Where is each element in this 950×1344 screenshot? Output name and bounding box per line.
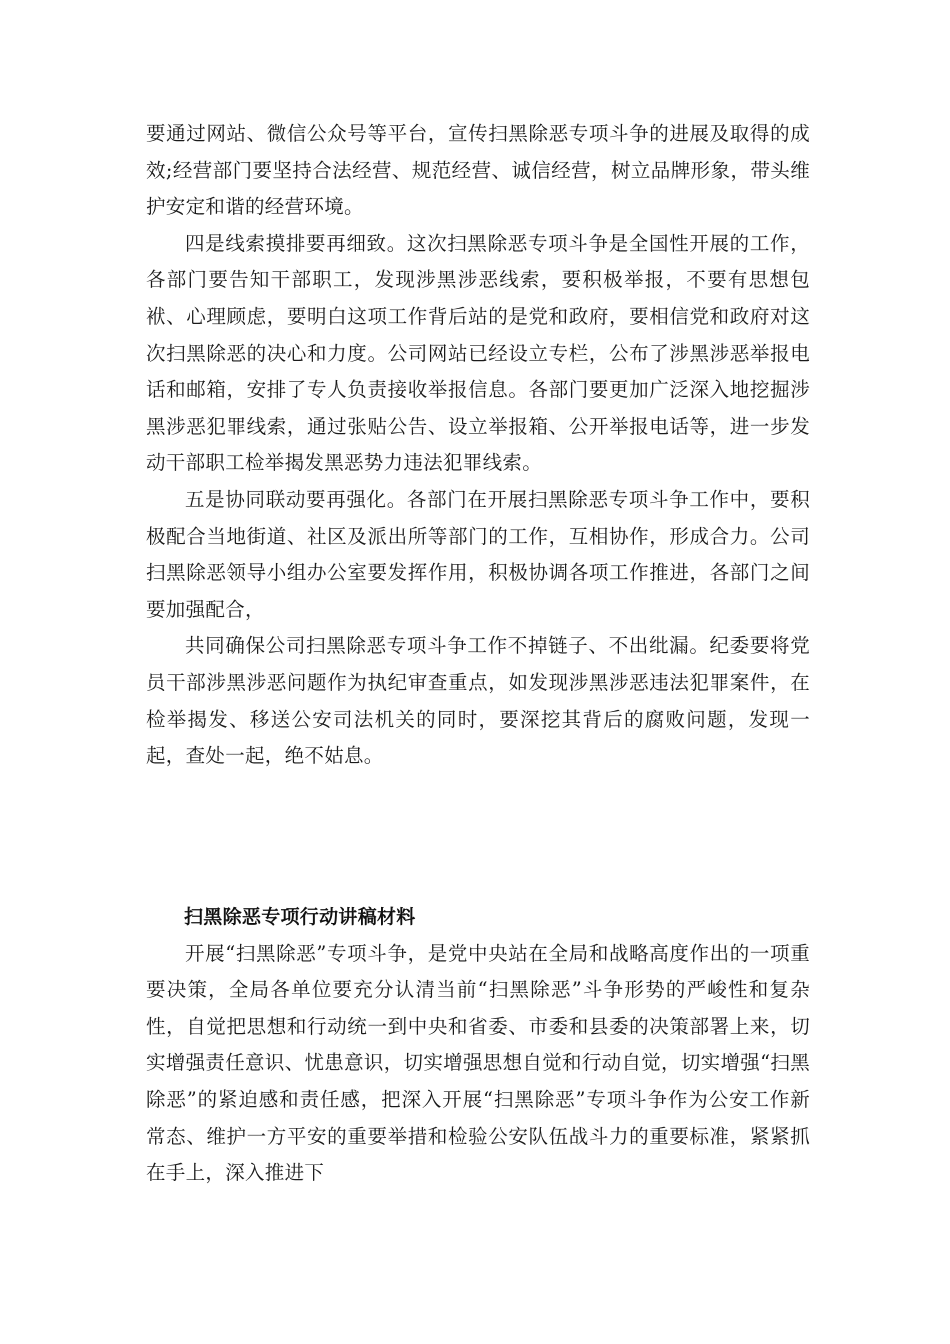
paragraph-discipline: 共同确保公司扫黑除恶专项斗争工作不掉链子、不出纰漏。纪委要将党员干部涉黑涉恶问题作为执纪审查重点，如发现涉黑涉恶违法犯罪案件，在检举揭发、移送公安司法机关的同时，要深挖其背后的腐败问题，发现一起，查处一起，绝不姑息。 — [146, 634, 810, 768]
paragraph-clue-screening: 四是线索摸排要再细致。这次扫黑除恶专项斗争是全国性开展的工作，各部门要告知干部职工，发现涉黑涉恶线索，要积极举报，不要有思想包袱、心理顾虑，要明白这项工作背后站的是党和政府，要相信党和政府对这次扫黑除恶的决心和力度。公司网站已经设立专栏，公布了涉黑涉恶举报电话和邮箱，安排了专人负责接收举报信息。各部门要更加广泛深入地挖掘涉黑涉恶犯罪线索，通过张贴公告、设立举报箱、公开举报电话等，进一步发动干部职工检举揭发黑恶势力违法犯罪线索。 — [146, 231, 810, 475]
document-section-speech — [146, 899, 810, 1192]
paragraph-continuation: 要通过网站、微信公众号等平台，宣传扫黑除恶专项斗争的进展及取得的成效;经营部门要坚持合法经营、规范经营、诚信经营，树立品牌形象，带头维护安定和谐的经营环境。 — [146, 122, 810, 219]
document-section-continuation — [146, 116, 810, 775]
section-heading: 扫黑除恶专项行动讲稿材料 — [184, 906, 416, 928]
paragraph-speech-intro: 开展“扫黑除恶”专项斗争，是党中央站在全局和战略高度作出的一项重要决策，全局各单位要充分认清当前“扫黑除恶”斗争形势的严峻性和复杂性，自觉把思想和行动统一到中央和省委、市委和县委的决策部署上来，切实增强责任意识、忧患意识，切实增强思想自觉和行动自觉，切实增强“扫黑除恶”的紧迫感和责任感，把深入开展“扫黑除恶”专项斗争作为公安工作新常态、维护一方平安的重要举措和检验公安队伍战斗力的重要标准，紧紧抓在手上，深入推进下 — [146, 941, 810, 1185]
paragraph-coordination: 五是协同联动要再强化。各部门在开展扫黑除恶专项斗争工作中，要积极配合当地街道、社区及派出所等部门的工作，互相协作，形成合力。公司扫黑除恶领导小组办公室要发挥作用，积极协调各项工作推进，各部门之间要加强配合， — [146, 487, 810, 621]
